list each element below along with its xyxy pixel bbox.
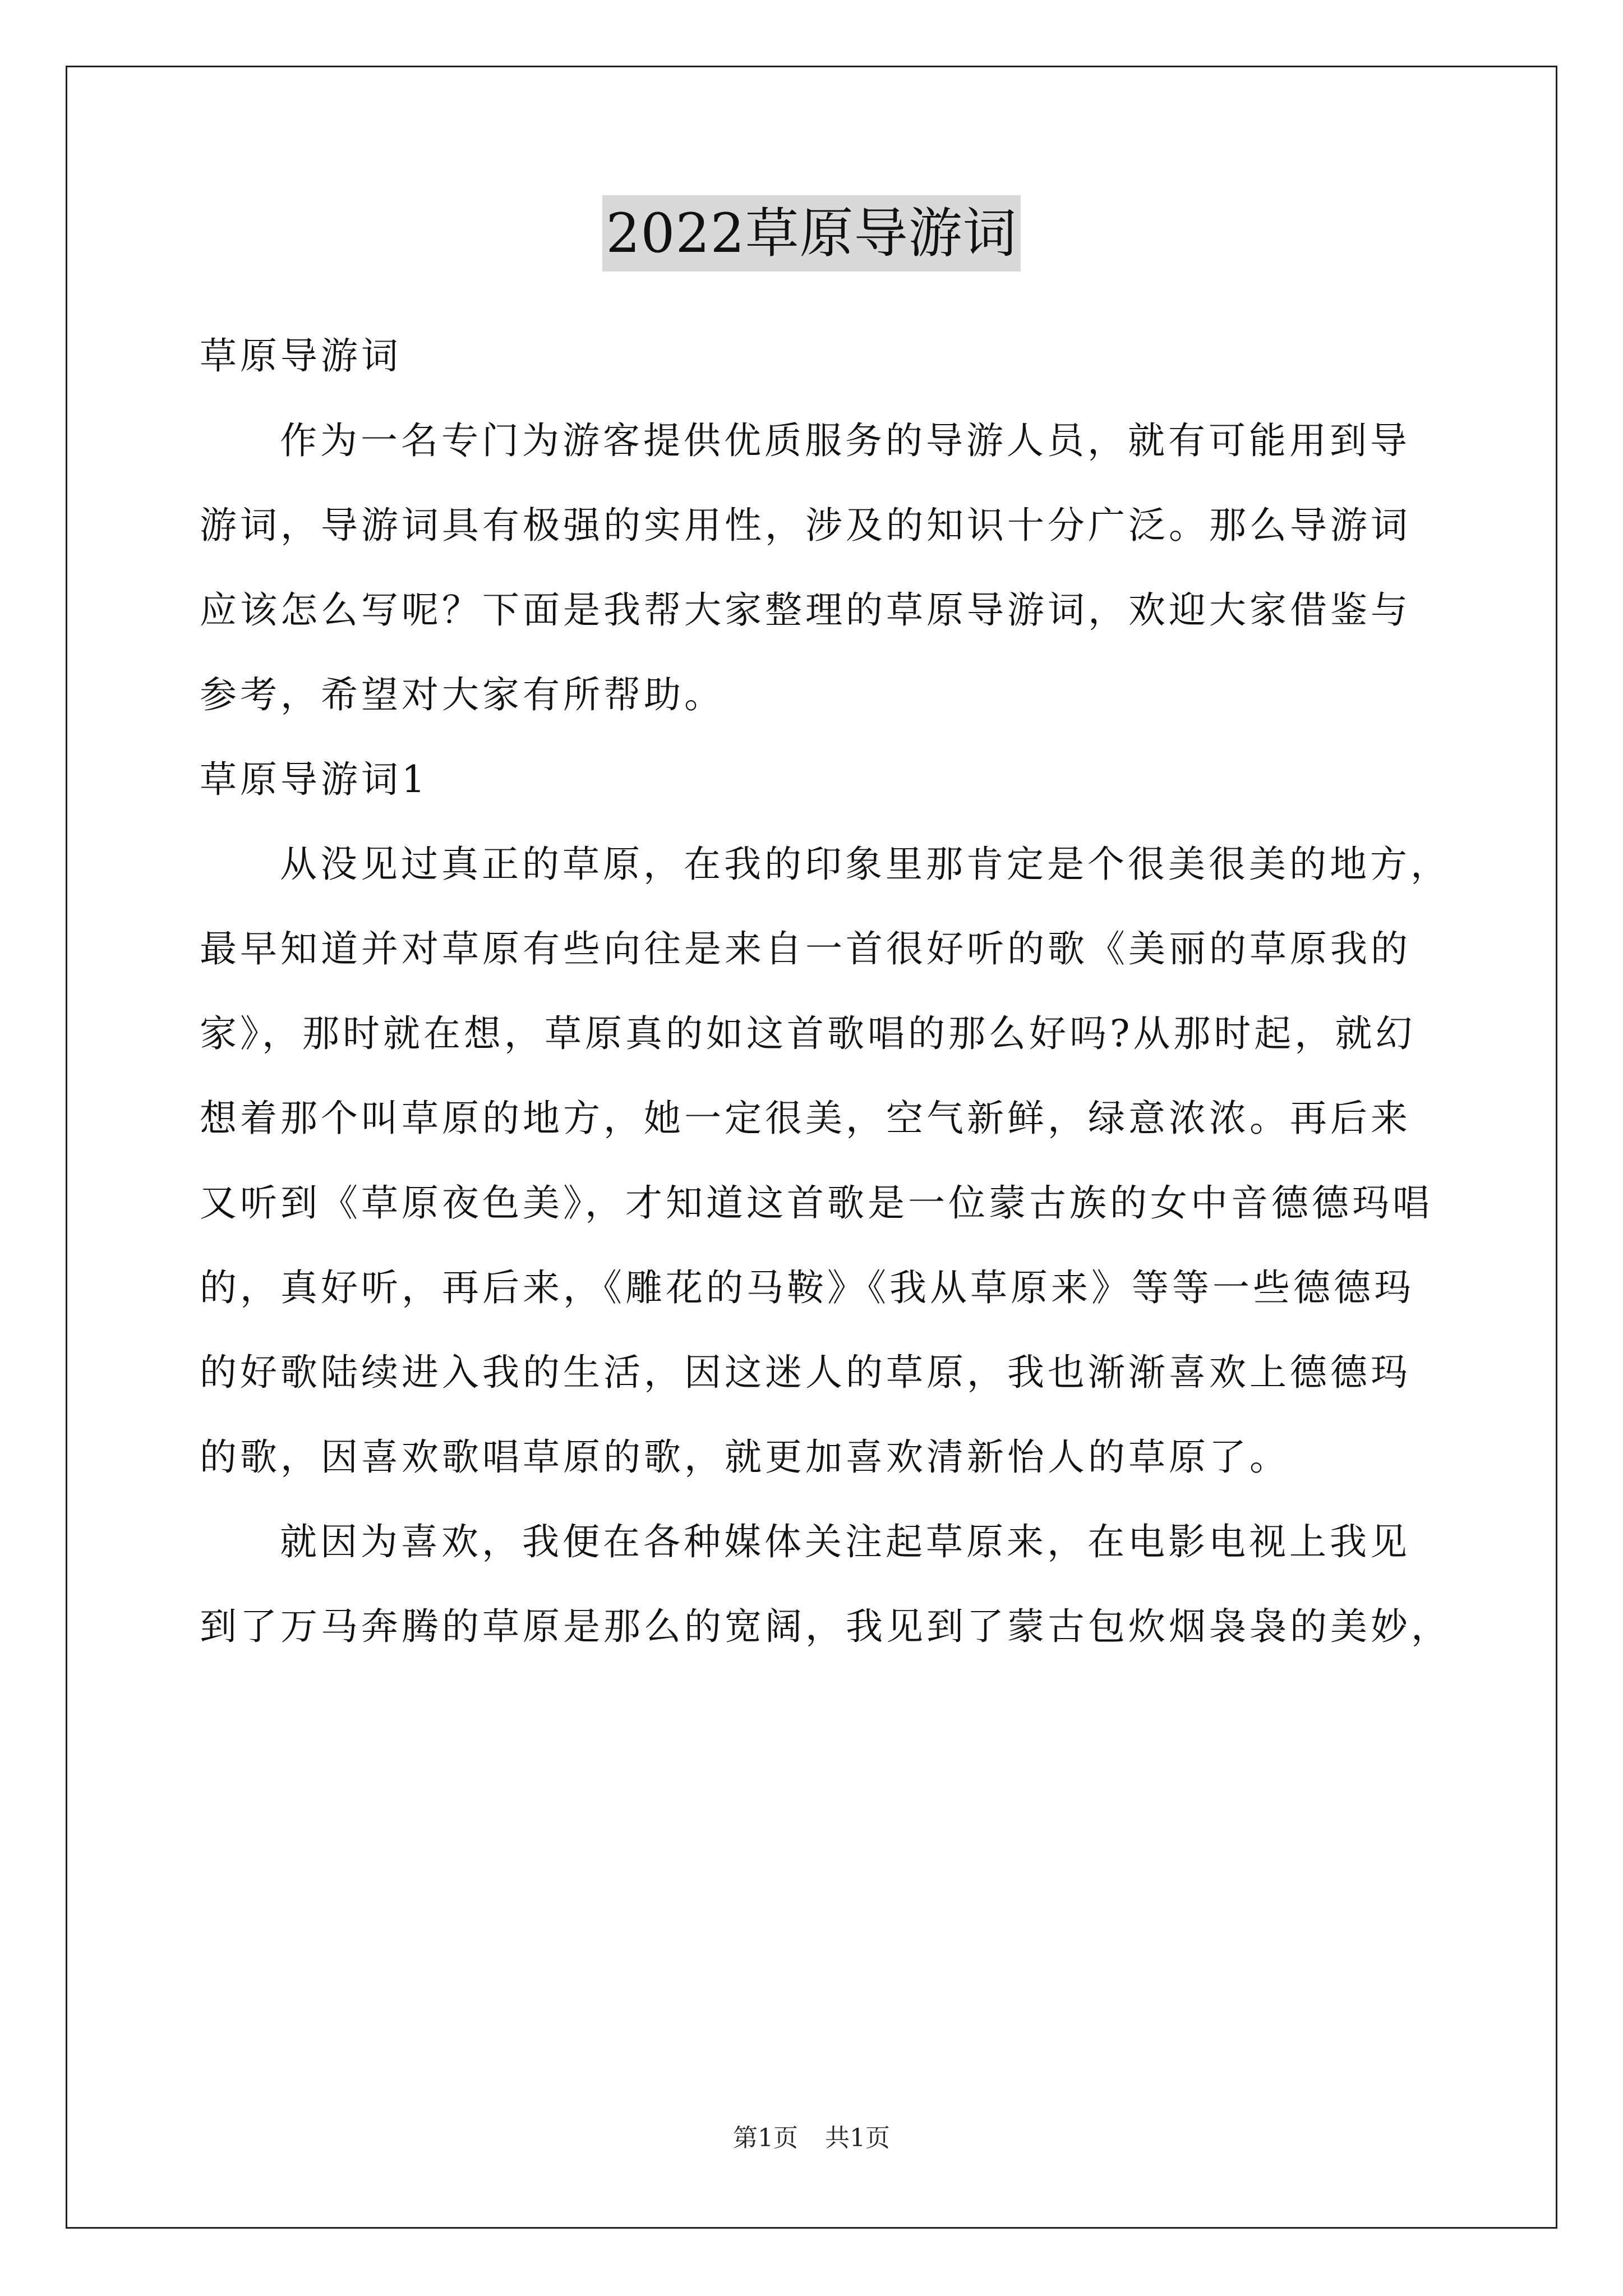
- paragraph-line: 的好歌陆续进入我的生活，因这迷人的草原，我也渐渐喜欢上德德玛: [200, 1351, 1411, 1394]
- paragraph-line: 作为一名专门为游客提供优质服务的导游人员，就有可能用到导: [280, 419, 1410, 462]
- section-heading: 草原导游词: [200, 334, 402, 378]
- paragraph-line: 游词，导游词具有极强的实用性，涉及的知识十分广泛。那么导游词: [200, 504, 1411, 547]
- paragraph-line: 就因为喜欢，我便在各种媒体关注起草原来，在电影电视上我见: [280, 1520, 1410, 1563]
- section-heading: 草原导游词1: [200, 758, 428, 801]
- paragraph-line: 又听到《草原夜色美》，才知道这首歌是一位蒙古族的女中音德德玛唱: [200, 1181, 1433, 1225]
- page-number-total: 共1页: [825, 2124, 890, 2152]
- paragraph-line: 想着那个叫草原的地方，她一定很美，空气新鲜，绿意浓浓。再后来: [200, 1097, 1411, 1140]
- title-container: [0, 195, 1623, 272]
- paragraph-line: 的，真好听，再后来，《雕花的马鞍》《我从草原来》等等一些德德玛: [200, 1266, 1414, 1309]
- paragraph-line: 到了万马奔腾的草原是那么的宽阔，我见到了蒙古包炊烟袅袅的美妙，: [200, 1605, 1451, 1648]
- paragraph-line: 家》，那时就在想，草原真的如这首歌唱的那么好吗?从那时起，就幻: [200, 1012, 1416, 1055]
- paragraph-line: 最早知道并对草原有些向往是来自一首很好听的歌《美丽的草原我的: [200, 927, 1411, 970]
- paragraph-line: 从没见过真正的草原，在我的印象里那肯定是个很美很美的地方，: [280, 843, 1451, 886]
- paragraph-line: 参考，希望对大家有所帮助。: [200, 673, 725, 716]
- document-title: 2022草原导游词: [602, 195, 1020, 272]
- page-number-current: 第1页: [733, 2124, 798, 2152]
- paragraph-line: 的歌，因喜欢歌唱草原的歌，就更加喜欢清新怡人的草原了。: [200, 1435, 1290, 1479]
- page-footer: [0, 2122, 1623, 2155]
- paragraph-line: 应该怎么写呢？下面是我帮大家整理的草原导游词，欢迎大家借鉴与: [200, 588, 1411, 632]
- document-body: [200, 333, 1451, 1688]
